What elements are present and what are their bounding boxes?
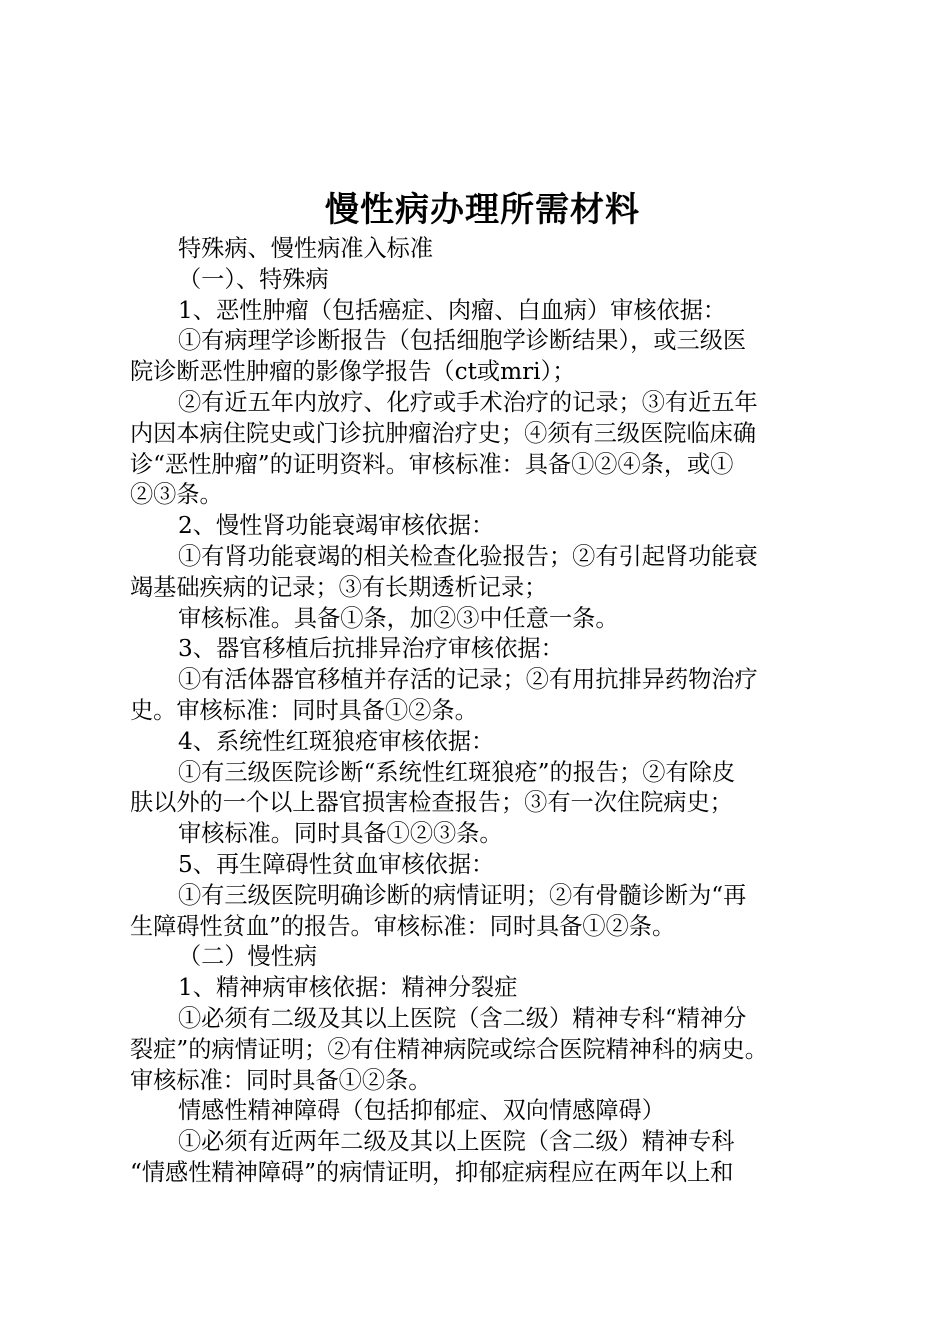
paragraph-line: 竭基础疾病的记录；③有长期透析记录；: [130, 573, 548, 601]
paragraph-line: 情感性精神障碍（包括抑郁症、双向情感障碍）: [178, 1097, 665, 1125]
paragraph-line: 审核标准。具备①条，加②③中任意一条。: [178, 604, 619, 632]
paragraph-line: “情感性精神障碍”的病情证明，抑郁症病程应在两年以上和: [130, 1158, 734, 1186]
document-title: 慢性病办理所需材料: [325, 190, 640, 230]
paragraph-line: 3、器官移植后抗排异治疗审核依据：: [178, 635, 564, 663]
paragraph-line: 院诊断恶性肿瘤的影像学报告（ct或mri）；: [130, 358, 576, 386]
paragraph-line: 肤以外的一个以上器官损害检查报告；③有一次住院病史；: [130, 789, 733, 817]
paragraph-line: ①有三级医院明确诊断的病情证明；②有骨髓诊断为“再: [178, 881, 747, 909]
paragraph-line: ①必须有近两年二级及其以上医院（含二级）精神专科: [178, 1128, 735, 1156]
paragraph-line: 2、慢性肾功能衰竭审核依据：: [178, 512, 495, 540]
paragraph-line: ①有三级医院诊断“系统性红斑狼疮”的报告；②有除皮: [178, 758, 736, 786]
paragraph-line: 审核标准。同时具备①②③条。: [178, 820, 503, 848]
paragraph-line: ①有肾功能衰竭的相关检查化验报告；②有引起肾功能衰: [178, 542, 758, 570]
paragraph-line: 审核标准：同时具备①②条。: [130, 1066, 432, 1094]
paragraph-line: ①有病理学诊断报告（包括细胞学诊断结果），或三级医: [178, 327, 747, 355]
paragraph-line: （一）、特殊病: [178, 265, 329, 293]
paragraph-line: ①必须有二级及其以上医院（含二级）精神专科“精神分: [178, 1004, 747, 1032]
document-page: [130, 188, 835, 1189]
paragraph-line: 1、恶性肿瘤（包括癌症、肉瘤、白血病）审核依据：: [178, 296, 727, 324]
paragraph-line: 内因本病住院史或门诊抗肿瘤治疗史；④须有三级医院临床确: [130, 419, 757, 447]
paragraph-line: 裂症”的病情证明；②有住精神病院或综合医院精神科的病史。: [130, 1035, 768, 1063]
paragraph-line: ②③条。: [130, 481, 223, 509]
paragraph-line: 5、再生障碍性贫血审核依据：: [178, 850, 495, 878]
paragraph-line: 诊“恶性肿瘤”的证明资料。审核标准：具备①②④条，或①: [130, 450, 734, 478]
paragraph-line: 4、系统性红斑狼疮审核依据：: [178, 727, 495, 755]
paragraph-line: ②有近五年内放疗、化疗或手术治疗的记录；③有近五年: [178, 388, 758, 416]
paragraph-line: 史。审核标准：同时具备①②条。: [130, 696, 478, 724]
paragraph-line: 特殊病、慢性病准入标准: [178, 235, 434, 262]
paragraph-line: 1、精神病审核依据：精神分裂症: [178, 974, 518, 1002]
paragraph-line: （二）慢性病: [178, 943, 318, 971]
paragraph-line: ①有活体器官移植并存活的记录；②有用抗排异药物治疗: [178, 666, 758, 694]
document-body: [130, 234, 835, 1189]
paragraph-line: 生障碍性贫血”的报告。审核标准：同时具备①②条。: [130, 912, 676, 940]
